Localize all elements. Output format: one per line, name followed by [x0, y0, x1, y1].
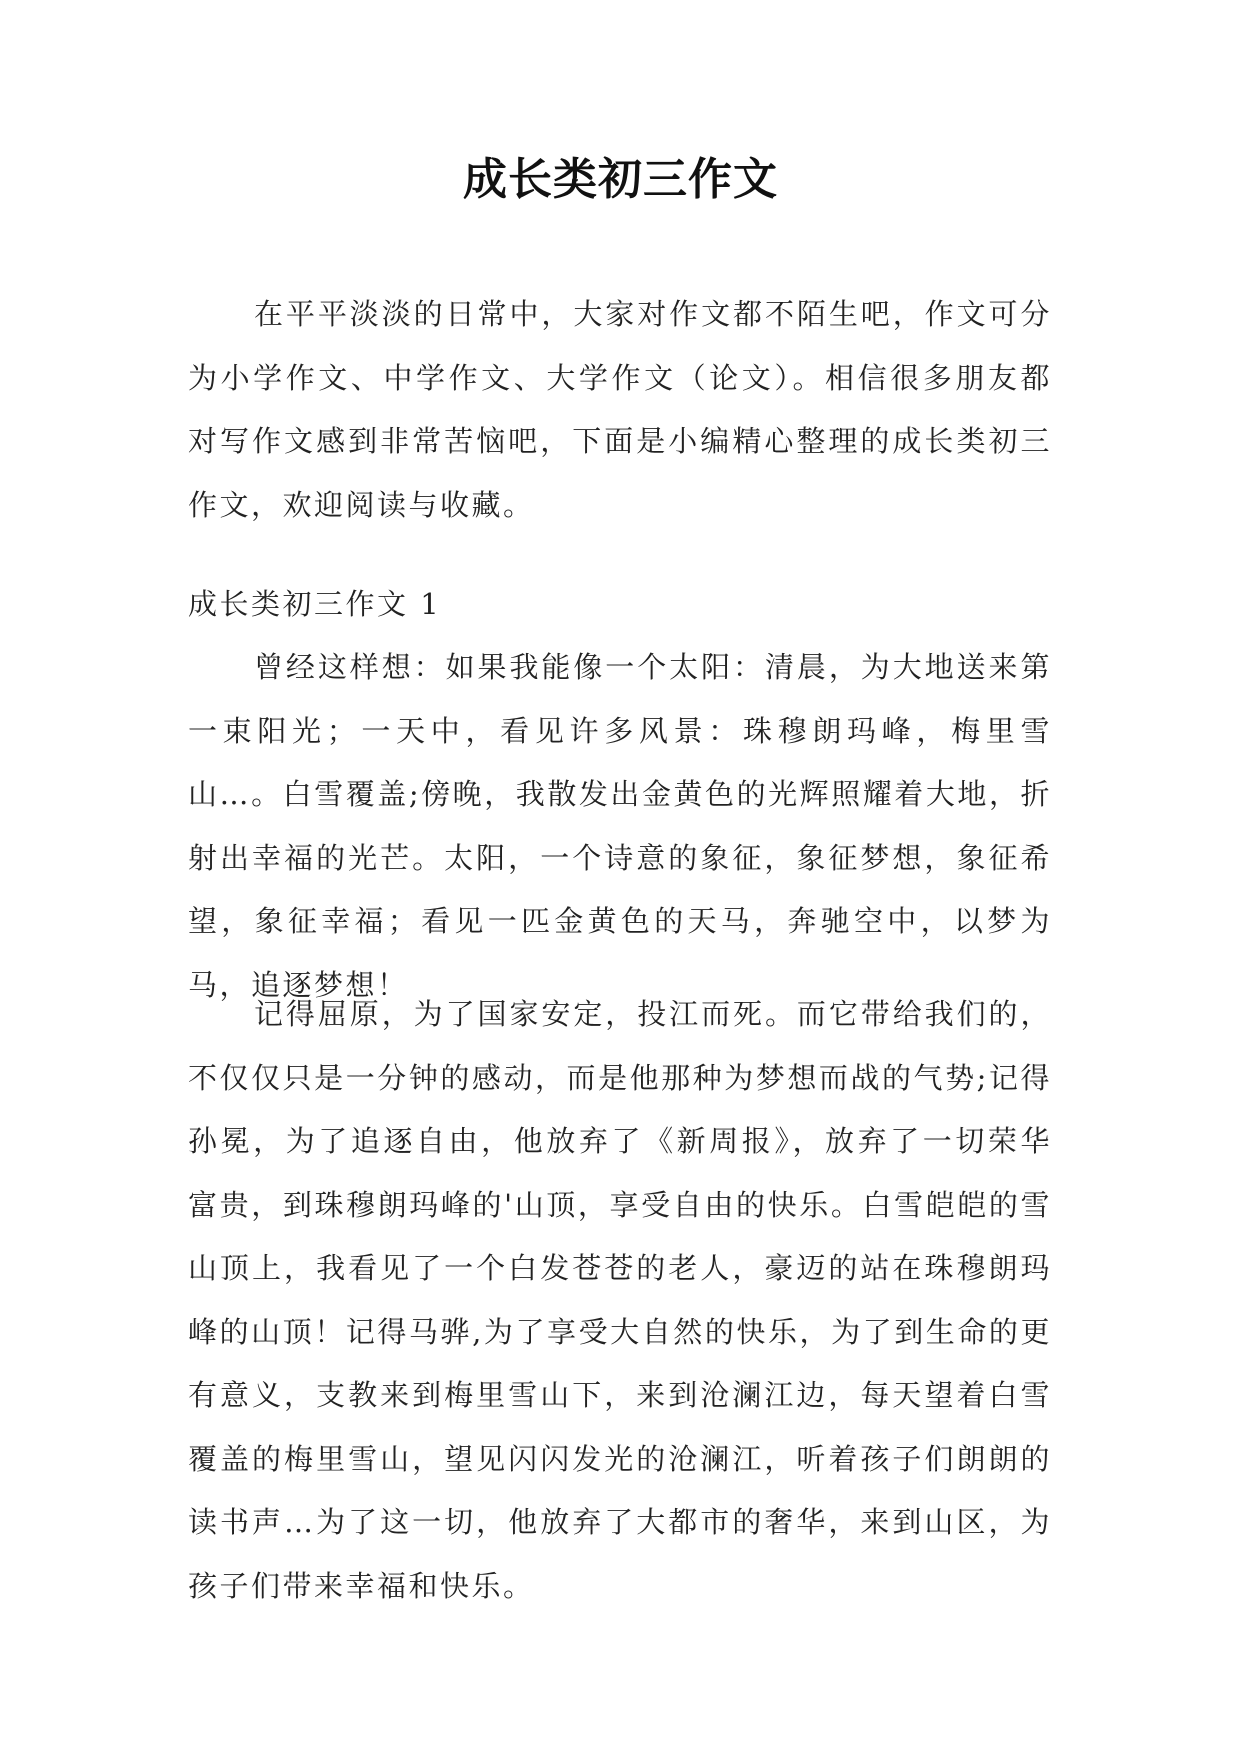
body-paragraph: 记得屈原，为了国家安定，投江而死。而它带给我们的，不仅仅只是一分钟的感动，而是他那种为梦想而战的气势;记得孙冕，为了追逐自由，他放弃了《新周报》，放弃了一切荣华富贵，到珠穆朗玛峰的'山顶，享受自由的快乐。白雪皑皑的雪山顶上，我看见了一个白发苍苍的老人，豪迈的站在珠穆朗玛峰的山顶！记得马骅,为了享受大自然的快乐，为了到生命的更有意义，支教来到梅里雪山下，来到沧澜江边，每天望着白雪覆盖的梅里雪山，望见闪闪发光的沧澜江，听着孩子们朗朗的读书声…为了这一切，他放弃了大都市的奢华，来到山区，为孩子们带来幸福和快乐。 [188, 997, 1052, 1603]
body-paragraph: 曾经这样想：如果我能像一个太阳：清晨，为大地送来第一束阳光；一天中，看见许多风景：珠穆朗玛峰，梅里雪山…。白雪覆盖;傍晚，我散发出金黄色的光辉照耀着大地，折射出幸福的光芒。太阳，一个诗意的象征，象征梦想，象征希望，象征幸福；看见一匹金黄色的天马，奔驰空中，以梦为马，追逐梦想！ [188, 650, 1052, 1002]
intro-paragraph: 在平平淡淡的日常中，大家对作文都不陌生吧，作文可分为小学作文、中学作文、大学作文（论文）。相信很多朋友都对写作文感到非常苦恼吧，下面是小编精心整理的成长类初三作文，欢迎阅读与收藏。 [188, 297, 1052, 522]
section-heading: 成长类初三作文 1 [188, 587, 442, 621]
document-title: 成长类初三作文 [463, 154, 778, 205]
